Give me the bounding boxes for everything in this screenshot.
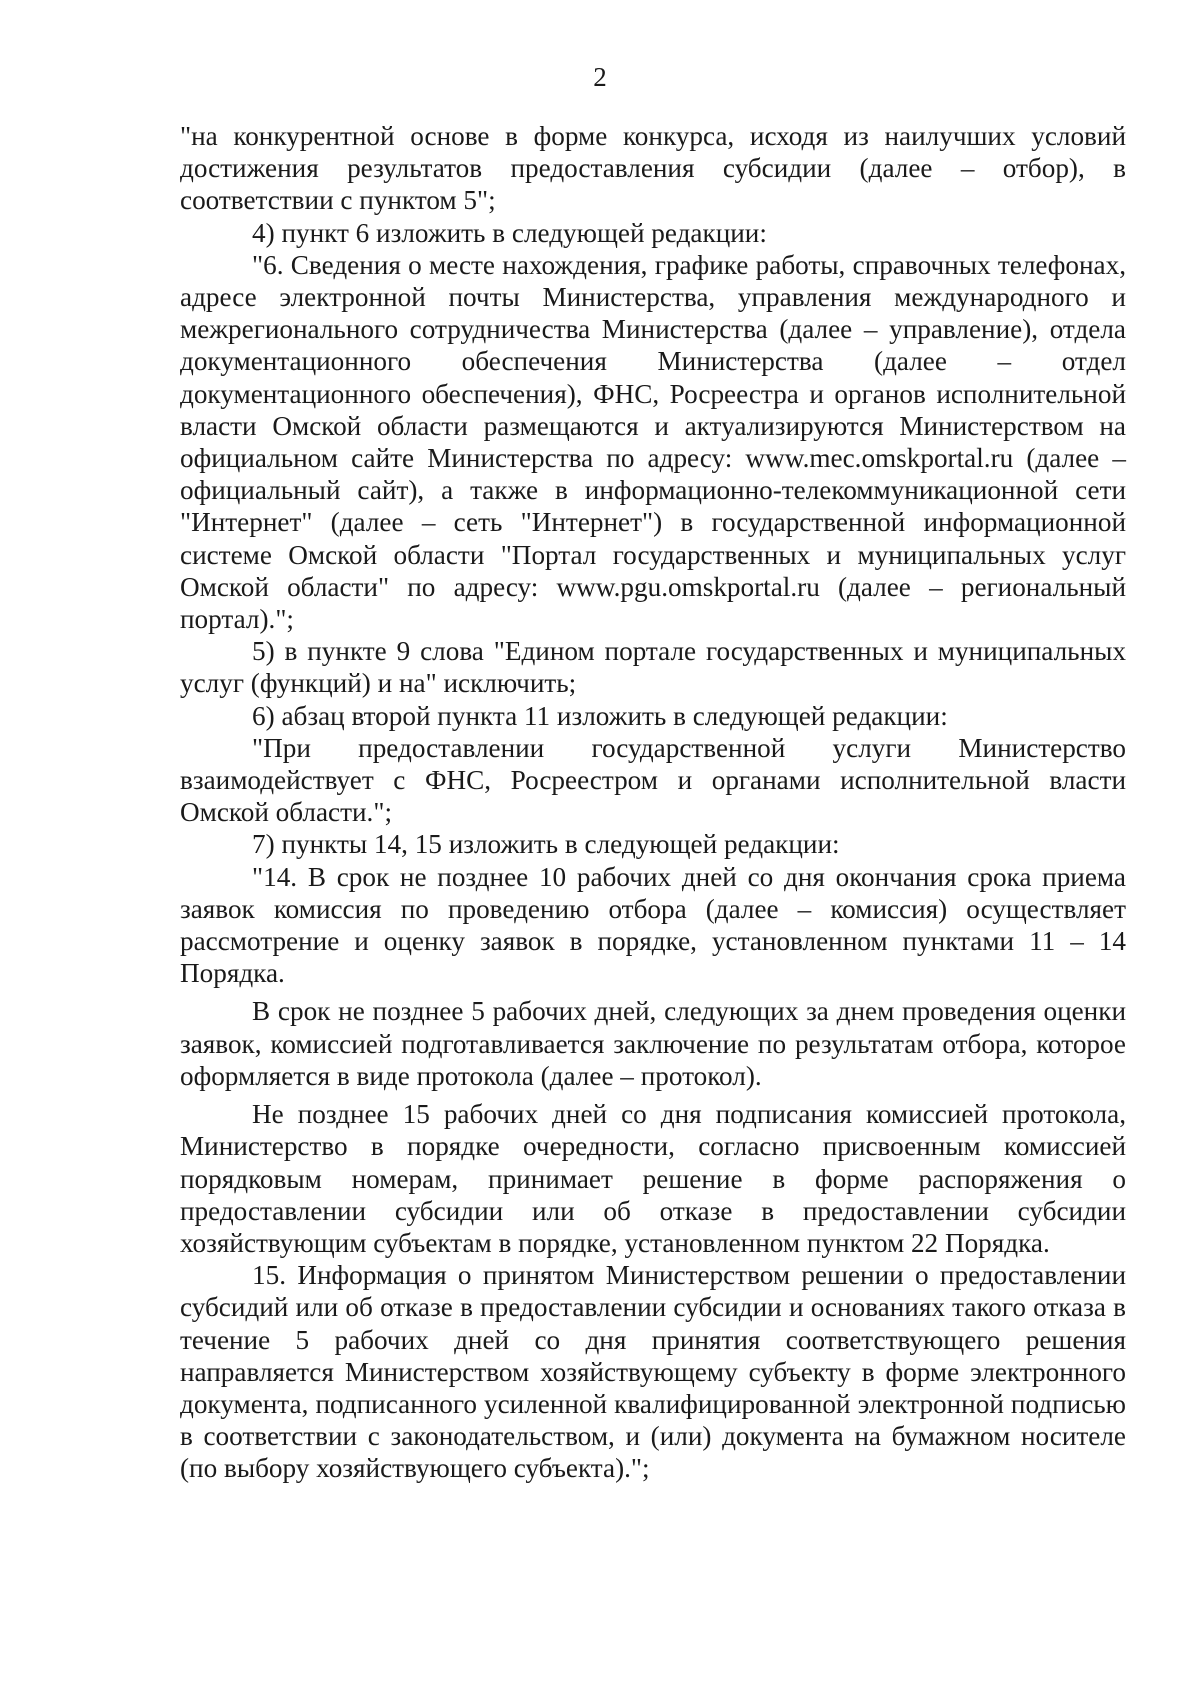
paragraph-point-14-third: Не позднее 15 рабочих дней со дня подписания комиссией протокола, Министерство в порядке очередности, согласно присвоенным комиссией порядковым номерам, принимает решение в форме распоряжения о предоставлении субсидии или об отказе в предоставлении субсидии хозяйствующим субъектам в порядке, установленном пунктом 22 Порядка. — [180, 1099, 1126, 1258]
paragraph-item-7: 7) пункты 14, 15 изложить в следующей редакции: — [252, 829, 840, 860]
paragraph-point-6-text: "6. Сведения о месте нахождения, графике работы, справочных телефонах, адресе электронной почты Министерства, управления международного и межрегионального сотрудничества Министерства (далее – управление), отдела документационного обеспечения Министерства (далее – отдел документационного обеспечения), ФНС, Росреестра и органов исполнительной власти Омской области размещаются и актуализируются Министерством на официальном сайте Министерства по адресу: www.mec.omskportal.ru (далее – официальный сайт), а также в информационно-телекоммуникационной сети "Интернет" (далее – сеть "Интернет") в государственной информационной системе Омской области "Портал государственных и муниципальных услуг Омской области" по адресу: www.pgu.omskportal.ru (далее – региональный портал)."; — [180, 249, 1126, 635]
page-number: 2 — [593, 62, 607, 92]
document-body — [180, 120, 1126, 1485]
paragraph-continuation: "на конкурентной основе в форме конкурса, исходя из наилучших условий достижения результатов предоставления субсидии (далее – отбор), в соответствии с пунктом 5"; — [180, 121, 1126, 216]
paragraph-point-14-text: "14. В срок не позднее 10 рабочих дней со дня окончания срока приема заявок комиссия по проведению отбора (далее – комиссия) осуществляет рассмотрение и оценку заявок в порядке, установленном пунктами 11 – 14 Порядка. — [180, 861, 1126, 989]
paragraph-point-15-text: 15. Информация о принятом Министерством решении о предоставлении субсидий или об отказе в предоставлении субсидии и основаниях такого отказа в течение 5 рабочих дней со дня принятия соответствующего решения направляется Министерством хозяйствующему субъекту в форме электронного документа, подписанного усиленной квалифицированной электронной подписью в соответствии с законодательством, и (или) документа на бумажном носителе (по выбору хозяйствующего субъекта)."; — [180, 1260, 1126, 1484]
paragraph-item-4: 4) пункт 6 изложить в следующей редакции: — [252, 217, 767, 248]
paragraph-point-11-text: "При предоставлении государственной услуги Министерство взаимодействует с ФНС, Росреестром и органами исполнительной власти Омской области."; — [180, 732, 1126, 828]
paragraph-point-14-second: В срок не позднее 5 рабочих дней, следующих за днем проведения оценки заявок, комиссией подготавливается заключение по результатам отбора, которое оформляется в виде протокола (далее – протокол). — [180, 996, 1126, 1091]
paragraph-item-5: 5) в пункте 9 слова "Едином портале государственных и муниципальных услуг (функций) и на" исключить; — [180, 636, 1126, 699]
paragraph-item-6: 6) абзац второй пункта 11 изложить в следующей редакции: — [252, 700, 948, 731]
